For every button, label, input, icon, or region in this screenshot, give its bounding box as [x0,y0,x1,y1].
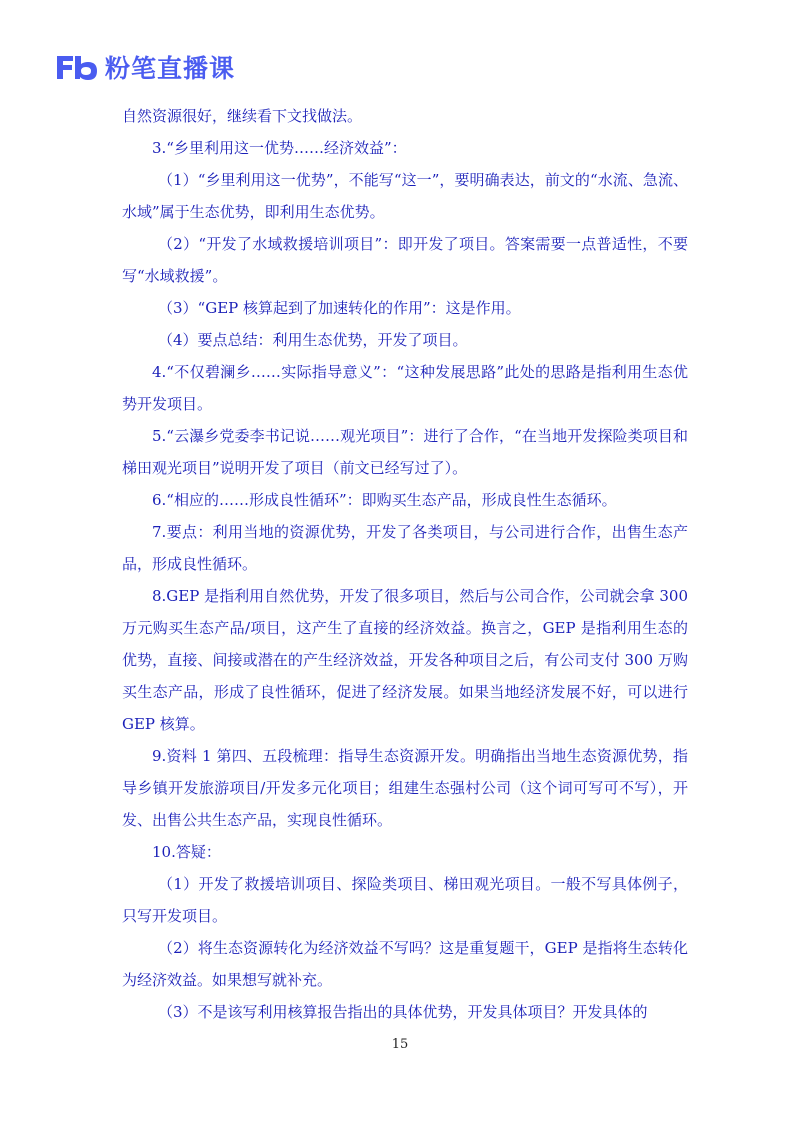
brand-name: 粉笔直播课 [105,54,236,83]
paragraph: （4）要点总结：利用生态优势，开发了项目。 [158,331,468,349]
document-body [122,100,688,1028]
paragraph: 4.“不仅碧澜乡……实际指导意义”：“这种发展思路”此处的思路是指利用生态优势开发项目。 [122,363,688,413]
paragraph: 9.资料 1 第四、五段梳理：指导生态资源开发。明确指出当地生态资源优势，指导乡镇开发旅游项目/开发多元化项目；组建生态强村公司（这个词可写可不写），开发、出售公共生态产品，实现良性循环。 [122,747,688,829]
paragraph: 8.GEP 是指利用自然优势，开发了很多项目，然后与公司合作，公司就会拿 300 万元购买生态产品/项目，这产生了直接的经济效益。换言之，GEP 是指利用生态的优势，直接、间接或潜在的产生经济效益，开发各种项目之后，有公司支付 300 万购买生态产品，形成了良性循环，促进了经济发展。如果当地经济发展不好，可以进行 GEP 核算。 [122,587,688,733]
paragraph: （1）开发了救援培训项目、探险类项目、梯田观光项目。一般不写具体例子，只写开发项目。 [122,875,688,925]
paragraph: （1）“乡里利用这一优势”，不能写“这一”，要明确表达，前文的“水流、急流、水域”属于生态优势，即利用生态优势。 [122,171,688,221]
paragraph: 6.“相应的……形成良性循环”：即购买生态产品，形成良性生态循环。 [152,491,617,509]
fb-logo-icon [55,52,99,82]
page-number: 15 [391,1037,409,1052]
paragraph: 3.“乡里利用这一优势……经济效益”： [152,139,407,157]
paragraph: 7.要点：利用当地的资源优势，开发了各类项目，与公司进行合作，出售生态产品，形成良性循环。 [122,523,688,573]
paragraph: （3）不是该写利用核算报告指出的具体优势，开发具体项目？开发具体的 [158,1003,648,1021]
paragraph: （3）“GEP 核算起到了加速转化的作用”：这是作用。 [158,299,521,317]
paragraph: 5.“云瀑乡党委李书记说……观光项目”：进行了合作，“在当地开发探险类项目和梯田观光项目”说明开发了项目（前文已经写过了）。 [122,427,688,477]
paragraph: 10.答疑： [152,843,221,861]
header [55,50,235,84]
paragraph: （2）“开发了水域救援培训项目”：即开发了项目。答案需要一点普适性，不要写“水域救援”。 [122,235,688,285]
paragraph: （2）将生态资源转化为经济效益不写吗？这是重复题干，GEP 是指将生态转化为经济效益。如果想写就补充。 [122,939,688,989]
paragraph: 自然资源很好，继续看下文找做法。 [122,107,363,125]
